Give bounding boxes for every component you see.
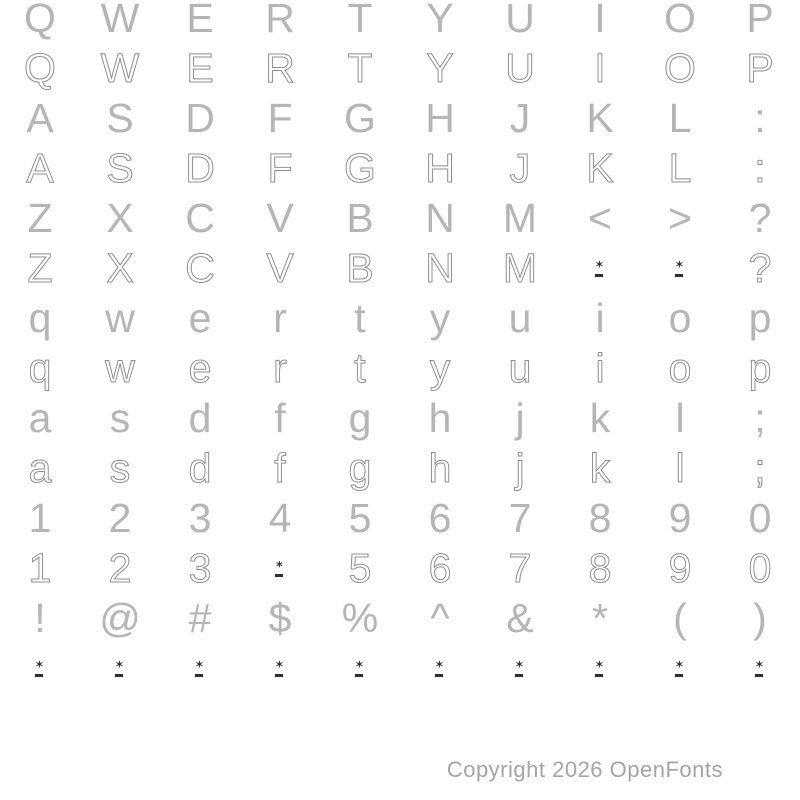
glyph-cell: 5 <box>348 545 372 591</box>
glyph-cell: ( <box>673 595 687 641</box>
glyph-cell: X <box>106 195 134 241</box>
glyph-cell: a <box>28 395 52 441</box>
glyph-row-11 <box>0 493 800 543</box>
glyph-cell: a <box>28 445 52 491</box>
missing-glyph-icon <box>675 664 685 677</box>
glyph-cell: N <box>425 245 455 291</box>
glyph-cell-missing <box>640 243 720 293</box>
glyph-cell: r <box>273 295 287 341</box>
glyph-cell: V <box>266 245 294 291</box>
glyph-cell: ; <box>754 395 766 441</box>
glyph-cell: ; <box>754 445 766 491</box>
glyph-cell: C <box>185 245 215 291</box>
glyph-cell: w <box>105 345 135 391</box>
glyph-cell: t <box>354 345 366 391</box>
glyph-cell: o <box>668 295 692 341</box>
missing-glyph-icon <box>595 664 605 677</box>
glyph-cell: J <box>509 95 531 141</box>
glyph-cell: U <box>505 45 535 91</box>
glyph-cell: O <box>664 0 696 41</box>
glyph-cell: Q <box>24 45 56 91</box>
missing-glyph-icon <box>115 664 125 677</box>
glyph-cell: D <box>185 95 215 141</box>
glyph-cell: l <box>675 395 685 441</box>
glyph-cell: 7 <box>508 545 532 591</box>
glyph-cell: I <box>594 45 606 91</box>
glyph-cell: ) <box>753 595 767 641</box>
glyph-cell: X <box>106 245 134 291</box>
glyph-cell: L <box>668 145 692 191</box>
glyph-cell: g <box>348 395 372 441</box>
glyph-cell-missing <box>560 243 640 293</box>
glyph-cell: f <box>274 445 286 491</box>
glyph-cell: P <box>746 0 774 41</box>
glyph-row-14 <box>0 643 800 693</box>
glyph-cell: 0 <box>748 545 772 591</box>
glyph-row-6 <box>0 243 800 293</box>
glyph-cell-missing <box>80 643 160 693</box>
glyph-cell: % <box>341 595 379 641</box>
glyph-row-1 <box>0 0 800 43</box>
glyph-cell-missing <box>0 643 80 693</box>
glyph-cell: J <box>509 145 531 191</box>
glyph-row-7 <box>0 293 800 343</box>
glyph-cell: G <box>344 145 376 191</box>
glyph-cell: ? <box>748 195 772 241</box>
glyph-cell: : <box>754 95 766 141</box>
glyph-cell: 7 <box>508 495 532 541</box>
glyph-cell: f <box>274 395 286 441</box>
glyph-cell: U <box>505 0 535 41</box>
glyph-cell: d <box>188 395 212 441</box>
glyph-cell: C <box>185 195 215 241</box>
glyph-cell: D <box>185 145 215 191</box>
missing-glyph-icon <box>435 664 445 677</box>
glyph-cell: k <box>589 395 611 441</box>
glyph-cell: o <box>668 345 692 391</box>
glyph-cell: 2 <box>108 545 132 591</box>
glyph-cell: * <box>592 595 608 641</box>
missing-glyph-icon <box>355 664 365 677</box>
glyph-cell: j <box>515 445 525 491</box>
glyph-cell-missing <box>240 643 320 693</box>
glyph-cell: A <box>26 145 54 191</box>
glyph-cell: K <box>586 95 614 141</box>
glyph-cell: j <box>515 395 525 441</box>
missing-glyph-icon <box>755 664 765 677</box>
glyph-cell: 9 <box>668 495 692 541</box>
glyph-cell: 0 <box>748 495 772 541</box>
glyph-cell: & <box>506 595 534 641</box>
glyph-cell: h <box>428 445 452 491</box>
glyph-cell: T <box>347 45 373 91</box>
glyph-cell: E <box>186 45 214 91</box>
glyph-row-5 <box>0 193 800 243</box>
glyph-cell: 2 <box>108 495 132 541</box>
glyph-cell: r <box>273 345 287 391</box>
glyph-cell-missing <box>720 643 800 693</box>
glyph-cell: g <box>348 445 372 491</box>
glyph-cell: u <box>508 295 532 341</box>
glyph-cell: l <box>675 445 685 491</box>
glyph-cell: t <box>354 295 366 341</box>
glyph-cell: u <box>508 345 532 391</box>
glyph-cell: Z <box>27 195 53 241</box>
glyph-cell: e <box>188 295 212 341</box>
glyph-cell: M <box>502 195 538 241</box>
glyph-cell: S <box>106 95 134 141</box>
glyph-cell: ^ <box>430 595 450 641</box>
missing-glyph-icon <box>275 564 285 577</box>
glyph-cell: 6 <box>428 545 452 591</box>
glyph-cell: I <box>594 0 606 41</box>
glyph-cell: 6 <box>428 495 452 541</box>
glyph-row-4 <box>0 143 800 193</box>
glyph-cell: B <box>346 245 374 291</box>
glyph-cell: A <box>26 95 54 141</box>
missing-glyph-icon <box>35 664 45 677</box>
glyph-cell: q <box>28 345 52 391</box>
glyph-cell: 1 <box>28 545 52 591</box>
glyph-cell: 4 <box>268 495 292 541</box>
missing-glyph-icon <box>675 264 685 277</box>
glyph-cell: ? <box>748 245 772 291</box>
glyph-cell-missing <box>160 643 240 693</box>
glyph-row-12 <box>0 543 800 593</box>
glyph-cell: h <box>428 395 452 441</box>
glyph-cell: O <box>664 45 696 91</box>
glyph-cell: 5 <box>348 495 372 541</box>
glyph-cell: W <box>100 45 140 91</box>
glyph-row-13 <box>0 593 800 643</box>
glyph-row-2 <box>0 43 800 93</box>
glyph-cell: W <box>100 0 140 41</box>
glyph-cell: N <box>425 195 455 241</box>
glyph-cell: 1 <box>28 495 52 541</box>
glyph-cell: i <box>595 345 605 391</box>
glyph-cell: d <box>188 445 212 491</box>
glyph-cell: P <box>746 45 774 91</box>
glyph-cell: G <box>344 95 376 141</box>
glyph-cell: M <box>502 245 538 291</box>
glyph-cell: H <box>425 145 455 191</box>
glyph-cell: i <box>595 295 605 341</box>
glyph-row-3 <box>0 93 800 143</box>
glyph-cell: R <box>265 45 295 91</box>
glyph-cell: Q <box>24 0 56 41</box>
glyph-cell: p <box>748 345 772 391</box>
glyph-cell-missing <box>560 643 640 693</box>
glyph-cell-missing <box>400 643 480 693</box>
glyph-cell: q <box>28 295 52 341</box>
missing-glyph-icon <box>195 664 205 677</box>
glyph-cell-missing <box>480 643 560 693</box>
glyph-cell-missing <box>640 643 720 693</box>
glyph-cell: s <box>109 395 131 441</box>
glyph-cell: 8 <box>588 545 612 591</box>
glyph-row-8 <box>0 343 800 393</box>
glyph-cell-missing <box>320 643 400 693</box>
glyph-cell: p <box>748 295 772 341</box>
glyph-cell: B <box>346 195 374 241</box>
glyph-cell: y <box>429 345 451 391</box>
glyph-cell: 3 <box>188 545 212 591</box>
glyph-cell: # <box>188 595 212 641</box>
glyph-cell: F <box>267 95 293 141</box>
glyph-cell: Y <box>426 45 454 91</box>
missing-glyph-icon <box>275 664 285 677</box>
glyph-cell: s <box>109 445 131 491</box>
glyph-cell: Y <box>426 0 454 41</box>
glyph-row-9 <box>0 393 800 443</box>
glyph-cell: H <box>425 95 455 141</box>
glyph-cell: 8 <box>588 495 612 541</box>
glyph-cell: K <box>586 145 614 191</box>
glyph-cell: w <box>105 295 135 341</box>
glyph-cell: 9 <box>668 545 692 591</box>
glyph-cell-missing <box>240 543 320 593</box>
glyph-cell: k <box>589 445 611 491</box>
glyph-cell: V <box>266 195 294 241</box>
glyph-cell: y <box>429 295 451 341</box>
glyph-cell: S <box>106 145 134 191</box>
glyph-cell: F <box>267 145 293 191</box>
glyph-row-10 <box>0 443 800 493</box>
glyph-cell: ! <box>34 595 46 641</box>
missing-glyph-icon <box>595 264 605 277</box>
glyph-cell: < <box>588 195 612 241</box>
glyph-cell: T <box>347 0 373 41</box>
glyph-cell: 3 <box>188 495 212 541</box>
copyright-text: Copyright 2026 OpenFonts <box>446 757 723 782</box>
missing-glyph-icon <box>515 664 525 677</box>
glyph-cell: E <box>186 0 214 41</box>
glyph-cell: e <box>188 345 212 391</box>
glyph-cell: Z <box>27 245 53 291</box>
glyph-cell: $ <box>268 595 292 641</box>
glyph-cell: > <box>668 195 692 241</box>
glyph-cell: : <box>754 145 766 191</box>
glyph-cell: R <box>265 0 295 41</box>
glyph-cell: L <box>668 95 692 141</box>
glyph-cell: @ <box>99 595 141 641</box>
